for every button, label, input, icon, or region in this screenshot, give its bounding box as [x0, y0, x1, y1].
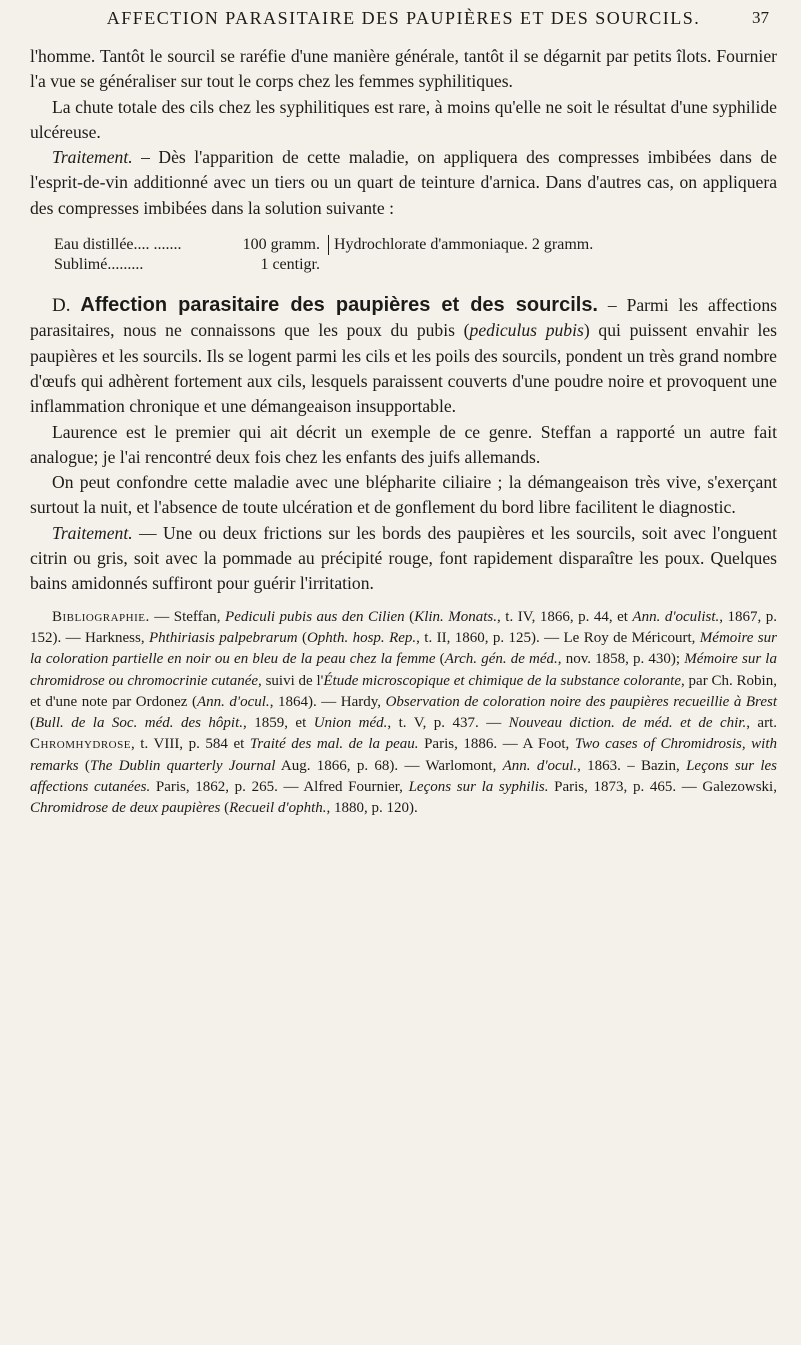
- bib-segment: , 1867, p. 152). — Harkness,: [30, 608, 778, 646]
- formula-quantity-2: 1 centigr.: [260, 256, 320, 274]
- bib-title: Ophth. hosp. Rep.: [306, 629, 417, 646]
- bib-segment: (: [30, 715, 35, 732]
- bib-segment: , 1859, et: [243, 715, 314, 732]
- prescription-formula: [30, 235, 777, 275]
- bib-title: Two cases of Chromidrosis, with remarks: [30, 736, 778, 774]
- bib-segment: Paris, 1873, p. 465. — Galezowski,: [548, 779, 777, 796]
- bib-segment: — Steffan,: [149, 608, 226, 625]
- bib-title: Klin. Monats.: [414, 608, 498, 625]
- section-heading: Affection parasitaire des paupières et des sourcils.: [80, 294, 598, 317]
- treatment-label: Traitement.: [52, 147, 133, 168]
- intro-paragraph-2: La chute totale des cils chez les syphilitiques est rare, à moins qu'elle ne soit le résultat d'une syphilide ulcéreuse.: [30, 96, 777, 142]
- page-number: 37: [752, 8, 769, 27]
- bib-title: Mémoire sur la chromidrose ou chromocrinie cutanée: [30, 651, 777, 689]
- section-d-paragraph-4: [30, 521, 777, 597]
- bib-title: Recueil d'ophth.: [229, 800, 327, 817]
- bib-segment: Aug. 1866, p. 68). — Warlomont,: [275, 757, 503, 774]
- bib-segment: , 1864). — Hardy,: [269, 693, 386, 710]
- treatment-paragraph: [30, 145, 777, 221]
- bib-segment: , 1880, p. 120).: [326, 800, 418, 817]
- formula-ingredient-1: Eau distillée.... .......: [54, 236, 182, 254]
- bib-segment: , 1863. – Bazin,: [577, 757, 687, 774]
- formula-row-1: [54, 235, 320, 255]
- treatment-label-2: Traitement.: [52, 522, 133, 543]
- bibliography-label: Bibliographie.: [52, 608, 150, 625]
- bib-title: The Dublin quarterly Journal: [89, 757, 276, 774]
- bib-title: Ann. d'oculist.: [632, 608, 720, 625]
- bib-article-name: Chromhydrose: [30, 736, 131, 753]
- formula-ingredient-3: Hydrochlorate d'ammoniaque. 2 gramm.: [328, 235, 593, 255]
- bibliography: [30, 607, 777, 820]
- bib-title: Chromidrose de deux paupières: [30, 800, 221, 817]
- bib-title: Mémoire sur la coloration partielle en noir ou en bleu de la peau chez la femme: [30, 629, 777, 668]
- running-head: [30, 8, 777, 44]
- bib-segment: (: [404, 608, 415, 625]
- bib-segment: (: [220, 800, 230, 817]
- bib-segment: , par Ch. Robin, et d'une note par Ordonez (: [30, 672, 777, 710]
- formula-ingredients: [30, 235, 328, 275]
- bib-title: Pediculi pubis aus den Cilien: [225, 608, 405, 625]
- bib-title: Leçons sur la syphilis.: [408, 779, 549, 796]
- bib-title: Observation de coloration noire des paupières recueillie à Brest: [385, 693, 777, 710]
- formula-ingredient-2: Sublimé.........: [54, 256, 144, 274]
- bib-title: Arch. gén. de méd.: [444, 651, 558, 668]
- section-latin-term: pediculus pubis: [469, 320, 584, 341]
- bib-segment: , t. V, p. 437. —: [387, 715, 509, 732]
- bib-title: Nouveau diction. de méd. et de chir.: [508, 715, 747, 732]
- bib-segment: Paris, 1862, p. 265. — Alfred Fournier,: [150, 779, 409, 796]
- treatment-text: – Dès l'apparition de cette maladie, on appliquera des compresses imbibées dans de l'esprit-de-vin additionné avec un tiers ou un quart de teinture d'arnica. Dans d'autres cas, on appliquera des compresses imbibées dans la solution suivante :: [30, 147, 777, 218]
- bib-segment: (: [297, 629, 307, 646]
- bib-title: Union méd.: [313, 715, 388, 732]
- bib-segment: , nov. 1858, p. 430);: [557, 651, 685, 668]
- bib-title: Ann. d'ocul.: [502, 757, 578, 774]
- section-d-paragraph-3: On peut confondre cette maladie avec une blépharite ciliaire ; la démangeaison très vive, s'exerçant surtout la nuit, et l'absence de toute ulcération et de gonflement du bord libre facilitent le diagnostic.: [30, 472, 777, 518]
- bib-segment: (: [435, 651, 445, 668]
- bib-title: Phthiriasis palpebrarum: [148, 629, 298, 646]
- bib-segment: , art.: [746, 715, 778, 732]
- bib-title: Étude microscopique et chimique de la substance colorante: [323, 672, 681, 689]
- section-text-a: – Parmi les affections parasitaires, nous ne connaissons que les poux du pubis (: [30, 295, 777, 341]
- section-letter: D.: [52, 295, 71, 317]
- bib-title: Traité des mal. de la peau.: [249, 736, 419, 753]
- bib-segment: Paris, 1886. — A Foot,: [418, 736, 575, 753]
- treatment-text-2: — Une ou deux frictions sur les bords des paupières et les sourcils, soit avec l'onguent citrin ou gris, soit avec la pommade au précipité rouge, font rapidement disparaître les poux. Quelques bains amidonnés suffiront pour guérir l'irritation.: [30, 522, 777, 594]
- running-head-title: AFFECTION PARASITAIRE DES PAUPIÈRES ET DES SOURCILS.: [106, 8, 701, 28]
- bib-segment: , t. II, 1860, p. 125). — Le Roy de Méricourt,: [416, 629, 700, 646]
- bib-segment: , suivi de l': [258, 672, 324, 689]
- section-text-b: ) qui puissent envahir les paupières et les sourcils. Ils se logent parmi les cils et les poils des sourcils, pondent un très grand nombre d'œufs qui adhèrent fortement aux cils, lesquels paraissent couverts d'une poudre noire et provoquent une inflammation chronique et une démangeaison insupportable.: [30, 320, 778, 417]
- section-d-paragraph-1: [30, 293, 777, 419]
- bib-segment: (: [78, 757, 90, 774]
- bib-segment: , t. VIII, p. 584 et: [130, 736, 250, 753]
- section-d-paragraph-2: Laurence est le premier qui ait décrit un exemple de ce genre. Steffan a rapporté un autre fait analogue; je l'ai rencontré deux fois chez les enfants des juifs allemands.: [30, 421, 777, 467]
- formula-quantity-1: 100 gramm.: [242, 236, 320, 254]
- bib-title: Leçons sur les affections cutanées.: [30, 757, 777, 796]
- bib-segment: , t. IV, 1866, p. 44, et: [497, 608, 633, 625]
- bib-title: Bull. de la Soc. méd. des hôpit.: [35, 715, 244, 732]
- formula-row-2: [54, 255, 320, 275]
- intro-paragraph-1: l'homme. Tantôt le sourcil se raréfie d'une manière générale, tantôt il se dégarnit par petits îlots. Fournier l'a vue se généraliser sur tout le corps chez les femmes syphilitiques.: [30, 46, 777, 92]
- bib-title: Ann. d'ocul.: [196, 693, 270, 710]
